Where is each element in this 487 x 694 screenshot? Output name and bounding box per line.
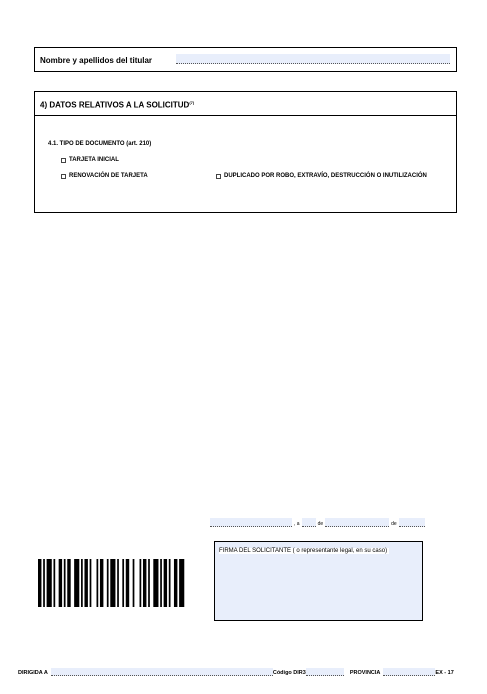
barcode-bar	[38, 559, 41, 607]
checkbox-duplicado[interactable]	[216, 174, 221, 179]
barcode-bar	[81, 559, 83, 607]
sep-de-1: de	[317, 521, 324, 527]
dirigida-field[interactable]	[51, 668, 273, 676]
day-field[interactable]	[302, 518, 316, 527]
barcode-bar	[100, 559, 103, 607]
barcode-bar	[126, 559, 129, 607]
section-4-header	[35, 92, 456, 116]
barcode-bar	[143, 559, 146, 607]
section-4-title-text: 4) DATOS RELATIVOS A LA SOLICITUD	[40, 100, 190, 110]
barcode-bar	[84, 559, 87, 607]
document-type-heading: 4.1. TIPO DE DOCUMENTO (art. 210)	[48, 141, 152, 147]
provincia-label: PROVINCIA	[349, 670, 381, 676]
section-4	[34, 91, 457, 213]
barcode-bar	[153, 559, 158, 607]
date-line	[210, 515, 425, 527]
month-field[interactable]	[325, 518, 389, 527]
signature-label: FIRMA DEL SOLICITANTE ( o representante legal, en su caso)	[219, 548, 388, 554]
sep-de-2: de	[391, 521, 397, 527]
provincia-field[interactable]	[383, 668, 435, 676]
place-field[interactable]	[210, 518, 292, 527]
signature-box[interactable]	[214, 541, 423, 621]
barcode-bar	[74, 559, 79, 607]
barcode-bar	[107, 559, 109, 607]
codigo-label: Código DIR3	[272, 670, 306, 676]
barcode-bar	[59, 559, 62, 607]
section-4-title	[40, 100, 194, 110]
barcode	[38, 559, 186, 607]
barcode-bar	[169, 559, 171, 607]
barcode-bar	[133, 559, 135, 607]
titular-name-field[interactable]	[176, 54, 450, 64]
barcode-bar	[53, 559, 55, 607]
barcode-bar	[110, 559, 115, 607]
barcode-bar	[64, 559, 66, 607]
barcode-bar	[117, 559, 119, 607]
titular-label: Nombre y apellidos del titular	[40, 56, 153, 65]
barcode-bar	[90, 559, 92, 607]
barcode-bar	[97, 559, 99, 607]
barcode-bar	[164, 559, 167, 607]
barcode-bar	[148, 559, 150, 607]
checkbox-tarjeta-inicial[interactable]	[61, 158, 66, 163]
year-field[interactable]	[399, 518, 425, 527]
titular-section	[34, 47, 457, 72]
barcode-bar	[160, 559, 162, 607]
barcode-bar	[67, 559, 70, 607]
option-label: RENOVACIÓN DE TARJETA	[69, 173, 148, 179]
barcode-bar	[122, 559, 124, 607]
barcode-bar	[140, 559, 142, 607]
footnote-ref: (7)	[189, 100, 195, 105]
dirigida-label: DIRIGIDA A	[18, 670, 48, 676]
option-label: TARJETA INICIAL	[69, 157, 119, 163]
codigo-field[interactable]	[306, 668, 344, 676]
option-duplicado[interactable]	[216, 173, 427, 179]
checkbox-renovacion[interactable]	[61, 174, 66, 179]
barcode-bar	[43, 559, 45, 607]
option-tarjeta-inicial[interactable]	[61, 157, 119, 163]
option-renovacion[interactable]	[61, 173, 148, 179]
barcode-bar	[47, 559, 52, 607]
sep-a: , a	[294, 521, 300, 527]
form-code: EX - 17	[435, 670, 454, 676]
barcode-bar	[179, 559, 184, 607]
barcode-bar	[174, 559, 177, 607]
option-label: DUPLICADO POR ROBO, EXTRAVÍO, DESTRUCCIÓN O INUTILIZACIÓN	[224, 173, 427, 179]
footer	[18, 665, 473, 676]
